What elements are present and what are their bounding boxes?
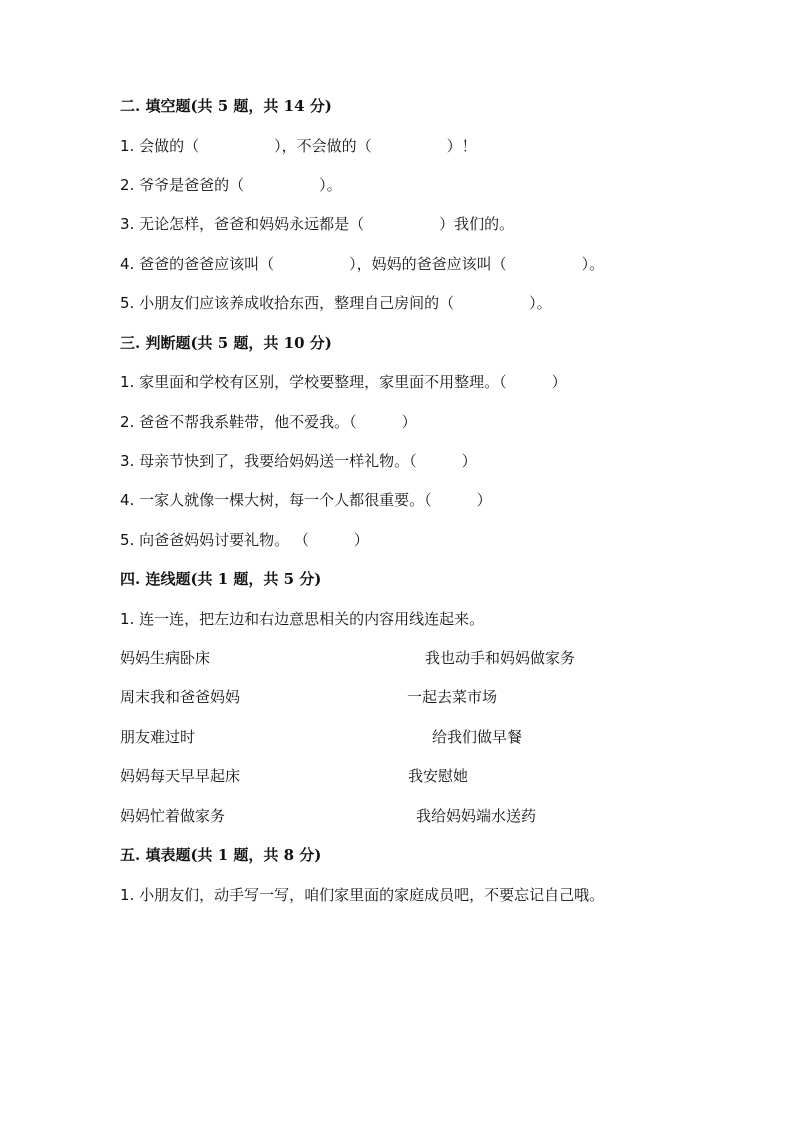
match-right-item: 给我们做早餐 xyxy=(432,728,523,746)
section-heading-matching: 四. 连线题(共 1 题，共 5 分) xyxy=(120,570,322,588)
section-heading-table-fill: 五. 填表题(共 1 题，共 8 分) xyxy=(120,846,322,864)
match-left-item: 周末我和爸爸妈妈 xyxy=(120,688,241,706)
question-2-4: 4. 爸爸的爸爸应该叫（ ），妈妈的爸爸应该叫（ ）。 xyxy=(120,255,605,273)
question-5-1: 1. 小朋友们，动手写一写，咱们家里面的家庭成员吧，不要忘记自己哦。 xyxy=(120,886,605,904)
question-2-3: 3. 无论怎样，爸爸和妈妈永远都是（ ）我们的。 xyxy=(120,215,515,233)
question-3-5: 5. 向爸爸妈妈讨要礼物。 （ ） xyxy=(120,531,369,549)
question-2-2: 2. 爷爷是爸爸的（ ）。 xyxy=(120,176,342,194)
match-left-item: 妈妈生病卧床 xyxy=(120,649,211,667)
question-4-1: 1. 连一连，把左边和右边意思相关的内容用线连起来。 xyxy=(120,610,485,628)
question-3-2: 2. 爸爸不帮我系鞋带，他不爱我。（ ） xyxy=(120,413,417,431)
match-left-item: 朋友难过时 xyxy=(120,728,196,746)
match-right-item: 我也动手和妈妈做家务 xyxy=(425,649,576,667)
question-3-4: 4. 一家人就像一棵大树，每一个人都很重要。（ ） xyxy=(120,491,492,509)
match-right-item: 一起去菜市场 xyxy=(407,688,498,706)
match-right-item: 我给妈妈端水送药 xyxy=(416,807,537,825)
match-left-item: 妈妈忙着做家务 xyxy=(120,807,226,825)
match-left-item: 妈妈每天早早起床 xyxy=(120,767,241,785)
match-right-item: 我安慰她 xyxy=(408,767,469,785)
question-3-1: 1. 家里面和学校有区别，学校要整理，家里面不用整理。（ ） xyxy=(120,373,567,391)
question-2-1: 1. 会做的（ ），不会做的（ ）！ xyxy=(120,137,477,155)
question-2-5: 5. 小朋友们应该养成收拾东西，整理自己房间的（ ）。 xyxy=(120,294,552,312)
section-heading-fill-blank: 二. 填空题(共 5 题，共 14 分) xyxy=(120,97,332,115)
question-3-3: 3. 母亲节快到了，我要给妈妈送一样礼物。（ ） xyxy=(120,452,477,470)
section-heading-true-false: 三. 判断题(共 5 题，共 10 分) xyxy=(120,334,332,352)
